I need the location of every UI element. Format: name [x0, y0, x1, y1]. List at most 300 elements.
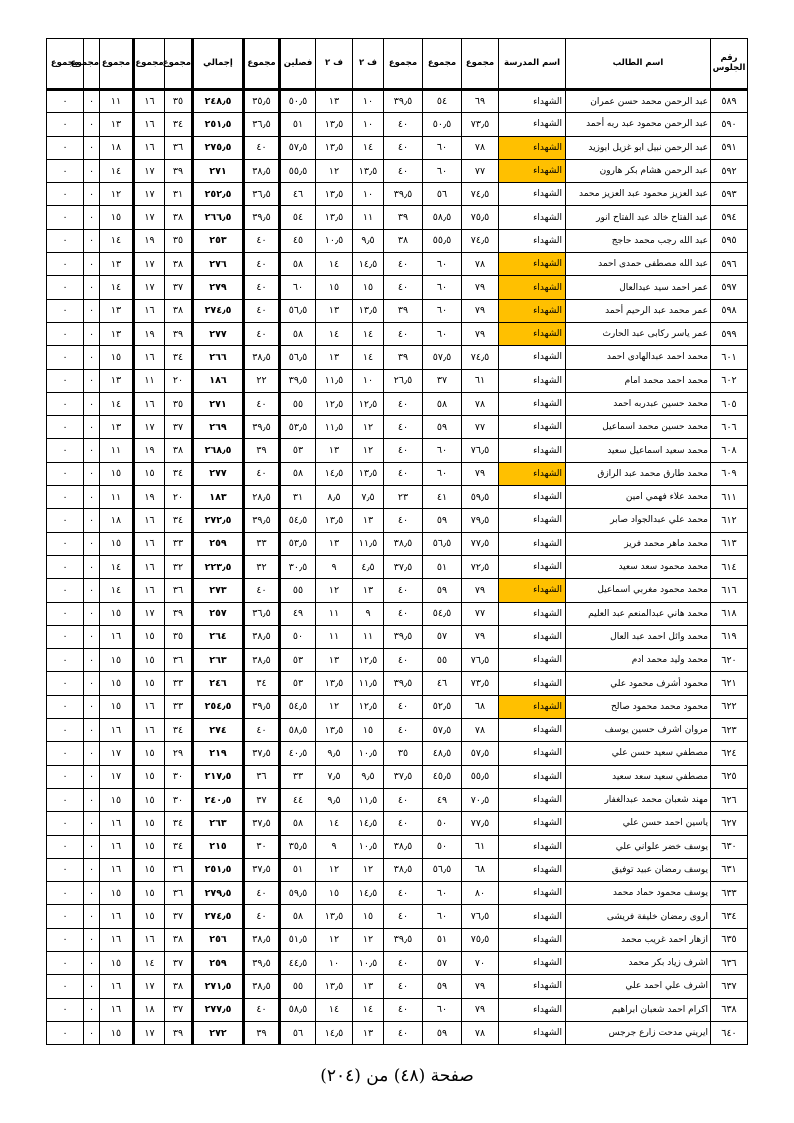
- score-cell-c1: ٦١: [462, 835, 499, 858]
- grand-total-cell: ٢٧٢٫٥: [193, 509, 244, 532]
- table-row: [47, 439, 748, 462]
- score-cell-c12: ٠: [84, 742, 100, 765]
- score-cell-c11: ١٣: [100, 253, 134, 276]
- score-cell-c13: ٠: [47, 672, 84, 695]
- score-cell-c10: ١١: [134, 369, 165, 392]
- seat-number-cell: ٦٢٧: [711, 812, 748, 835]
- score-cell-c6: ٥٣: [280, 649, 316, 672]
- score-cell-c10: ١٩: [134, 229, 165, 252]
- score-cell-c2: ٤٦: [423, 672, 462, 695]
- score-cell-c1: ٥٥٫٥: [462, 765, 499, 788]
- score-cell-c12: ٠: [84, 229, 100, 252]
- score-cell-c1: ٧٩٫٥: [462, 509, 499, 532]
- score-cell-c3: ٤٠: [384, 719, 423, 742]
- score-cell-c2: ٦٠: [423, 276, 462, 299]
- seat-number-cell: ٦٠٢: [711, 369, 748, 392]
- score-cell-c13: ٠: [47, 579, 84, 602]
- grand-total-cell: ٢٥٢٫٥: [193, 183, 244, 206]
- score-cell-c2: ٦٠: [423, 998, 462, 1021]
- score-cell-c11: ١١: [100, 486, 134, 509]
- score-cell-c9: ٣٦: [165, 649, 193, 672]
- score-cell-c2: ٥٩: [423, 579, 462, 602]
- score-cell-c4: ١١: [353, 206, 384, 229]
- score-cell-c4: ١٣: [353, 975, 384, 998]
- school-name-cell: الشهداء: [499, 765, 566, 788]
- score-cell-c7: ٤٠: [244, 882, 280, 905]
- grand-total-cell: ٢٧١: [193, 392, 244, 415]
- score-cell-c3: ٢٣: [384, 486, 423, 509]
- table-row: [47, 672, 748, 695]
- score-cell-c3: ٤٠: [384, 579, 423, 602]
- score-cell-c7: ٣٠: [244, 835, 280, 858]
- score-cell-c7: ٣٩٫٥: [244, 695, 280, 718]
- score-cell-c13: ٠: [47, 602, 84, 625]
- score-cell-c13: ٠: [47, 1021, 84, 1044]
- table-row: [47, 835, 748, 858]
- score-cell-c3: ٣٩٫٥: [384, 672, 423, 695]
- score-cell-c1: ٧٨: [462, 1021, 499, 1044]
- student-name-cell: عبد الرحمن محمد حسن عمران: [566, 90, 711, 113]
- table-row: [47, 765, 748, 788]
- school-name-cell: الشهداء: [499, 486, 566, 509]
- score-cell-c7: ٣٩٫٥: [244, 206, 280, 229]
- score-cell-c4: ١٤٫٥: [353, 812, 384, 835]
- score-cell-c1: ٧٨: [462, 719, 499, 742]
- score-cell-c12: ٠: [84, 649, 100, 672]
- score-cell-c3: ٤٠: [384, 951, 423, 974]
- score-cell-c6: ٥٣: [280, 672, 316, 695]
- grand-total-cell: ٢٦٣: [193, 649, 244, 672]
- score-cell-c1: ٧٧٫٥: [462, 812, 499, 835]
- score-cell-c5: ١٥: [316, 276, 353, 299]
- student-name-cell: محمود محمد محمود صالح: [566, 695, 711, 718]
- score-cell-c13: ٠: [47, 369, 84, 392]
- score-cell-c4: ١٥: [353, 905, 384, 928]
- score-cell-c4: ١٣: [353, 509, 384, 532]
- seat-number-cell: ٥٩٨: [711, 299, 748, 322]
- school-name-cell: الشهداء: [499, 602, 566, 625]
- seat-number-cell: ٦٣٥: [711, 928, 748, 951]
- score-cell-c4: ١٠: [353, 90, 384, 113]
- score-cell-c7: ٣٩: [244, 1021, 280, 1044]
- score-cell-c10: ١٦: [134, 555, 165, 578]
- score-cell-c2: ٥٦٫٥: [423, 858, 462, 881]
- score-cell-c10: ١٦: [134, 695, 165, 718]
- seat-number-cell: ٥٩٢: [711, 159, 748, 182]
- score-cell-c1: ٧٧٫٥: [462, 532, 499, 555]
- table-row: [47, 975, 748, 998]
- score-cell-c13: ٠: [47, 322, 84, 345]
- score-cell-c10: ١٥: [134, 835, 165, 858]
- score-cell-c1: ٥٧٫٥: [462, 742, 499, 765]
- score-cell-c5: ١١٫٥: [316, 416, 353, 439]
- score-cell-c3: ٣٨٫٥: [384, 858, 423, 881]
- student-name-cell: محمد احمد محمد امام: [566, 369, 711, 392]
- score-cell-c4: ١٢٫٥: [353, 649, 384, 672]
- seat-number-cell: ٥٩٣: [711, 183, 748, 206]
- score-cell-c10: ١٦: [134, 299, 165, 322]
- seat-number-cell: ٦٠٥: [711, 392, 748, 415]
- student-name-cell: اروى رمضان خليفة فريشى: [566, 905, 711, 928]
- score-cell-c5: ١٣٫٥: [316, 975, 353, 998]
- score-cell-c12: ٠: [84, 136, 100, 159]
- score-cell-c3: ٣٥: [384, 742, 423, 765]
- school-name-cell: الشهداء: [499, 719, 566, 742]
- table-row: [47, 882, 748, 905]
- score-cell-c2: ٤٥٫٥: [423, 765, 462, 788]
- grand-total-cell: ٢٥٧: [193, 602, 244, 625]
- score-cell-c1: ٧٠: [462, 951, 499, 974]
- score-cell-c1: ٧٩: [462, 579, 499, 602]
- score-cell-c12: ٠: [84, 672, 100, 695]
- score-cell-c10: ١٦: [134, 136, 165, 159]
- student-name-cell: محمد ماهر محمد فريز: [566, 532, 711, 555]
- score-cell-c10: ١٦: [134, 928, 165, 951]
- seat-number-cell: ٦٠٨: [711, 439, 748, 462]
- score-cell-c12: ٠: [84, 299, 100, 322]
- score-cell-c5: ١٣: [316, 649, 353, 672]
- table-row: [47, 1021, 748, 1044]
- score-cell-c6: ٥٧٫٥: [280, 136, 316, 159]
- score-cell-c13: ٠: [47, 90, 84, 113]
- score-cell-c7: ٤٠: [244, 276, 280, 299]
- score-cell-c12: ٠: [84, 1021, 100, 1044]
- score-cell-c6: ٤٠٫٥: [280, 742, 316, 765]
- score-cell-c6: ٤٥: [280, 229, 316, 252]
- score-cell-c9: ٢٠: [165, 369, 193, 392]
- score-cell-c1: ٧٩: [462, 975, 499, 998]
- score-cell-c6: ٤٦: [280, 183, 316, 206]
- score-cell-c6: ٥٦٫٥: [280, 346, 316, 369]
- score-cell-c10: ١٩: [134, 486, 165, 509]
- school-name-cell: الشهداء: [499, 532, 566, 555]
- score-cell-c13: ٠: [47, 882, 84, 905]
- score-cell-c13: ٠: [47, 532, 84, 555]
- score-cell-c7: ٣٣: [244, 532, 280, 555]
- score-cell-c4: ١٠٫٥: [353, 742, 384, 765]
- student-name-cell: عبد الرحمن نبيل ابو غزيل ابوزيد: [566, 136, 711, 159]
- score-cell-c13: ٠: [47, 509, 84, 532]
- score-cell-c2: ٥٠: [423, 812, 462, 835]
- score-cell-c9: ٣٤: [165, 113, 193, 136]
- score-cell-c13: ٠: [47, 788, 84, 811]
- score-cell-c12: ٠: [84, 276, 100, 299]
- score-cell-c9: ٣٦: [165, 882, 193, 905]
- score-cell-c12: ٠: [84, 951, 100, 974]
- score-cell-c4: ١٠٫٥: [353, 835, 384, 858]
- score-cell-c6: ٥٨: [280, 322, 316, 345]
- score-cell-c4: ١٢٫٥: [353, 392, 384, 415]
- score-cell-c11: ١٢: [100, 183, 134, 206]
- score-cell-c12: ٠: [84, 159, 100, 182]
- score-cell-c7: ٤٠: [244, 253, 280, 276]
- score-cell-c3: ٤٠: [384, 276, 423, 299]
- score-cell-c4: ١٣: [353, 579, 384, 602]
- student-name-cell: يوسف خضر علواني علي: [566, 835, 711, 858]
- score-cell-c2: ٣٧: [423, 369, 462, 392]
- score-cell-c4: ١٠: [353, 113, 384, 136]
- student-name-cell: ازهار احمد غريب محمد: [566, 928, 711, 951]
- score-cell-c12: ٠: [84, 765, 100, 788]
- score-cell-c9: ٣٤: [165, 719, 193, 742]
- score-cell-c12: ٠: [84, 183, 100, 206]
- score-cell-c12: ٠: [84, 555, 100, 578]
- score-cell-c7: ٤٠: [244, 229, 280, 252]
- score-cell-c13: ٠: [47, 392, 84, 415]
- score-cell-c10: ١٩: [134, 439, 165, 462]
- grand-total-cell: ٢٤٠٫٥: [193, 788, 244, 811]
- table-row: [47, 229, 748, 252]
- score-cell-c12: ٠: [84, 695, 100, 718]
- score-cell-c12: ٠: [84, 835, 100, 858]
- score-cell-c11: ١٦: [100, 719, 134, 742]
- school-name-cell: الشهداء: [499, 788, 566, 811]
- score-cell-c9: ٢٠: [165, 486, 193, 509]
- score-cell-c2: ٦٠: [423, 462, 462, 485]
- score-cell-c4: ١٤٫٥: [353, 253, 384, 276]
- table-row: [47, 159, 748, 182]
- score-cell-c5: ١٢: [316, 579, 353, 602]
- score-cell-c2: ٥٦٫٥: [423, 532, 462, 555]
- score-cell-c7: ٣٩٫٥: [244, 416, 280, 439]
- score-cell-c5: ١٤: [316, 322, 353, 345]
- score-cell-c10: ١٧: [134, 206, 165, 229]
- score-cell-c7: ٤٠: [244, 998, 280, 1021]
- score-cell-c6: ٥٦٫٥: [280, 299, 316, 322]
- score-cell-c1: ٧٣٫٥: [462, 113, 499, 136]
- score-cell-c7: ٣٨٫٥: [244, 159, 280, 182]
- score-cell-c5: ١٣٫٥: [316, 136, 353, 159]
- score-cell-c6: ٥٠: [280, 625, 316, 648]
- grand-total-cell: ٢٦٦: [193, 346, 244, 369]
- score-cell-c9: ٣٥: [165, 392, 193, 415]
- score-cell-c12: ٠: [84, 928, 100, 951]
- grand-total-cell: ٢٧٤: [193, 719, 244, 742]
- score-cell-c4: ١١٫٥: [353, 532, 384, 555]
- score-cell-c4: ٤٫٥: [353, 555, 384, 578]
- score-cell-c1: ٧٩: [462, 998, 499, 1021]
- table-row: [47, 928, 748, 951]
- score-cell-c10: ١٥: [134, 812, 165, 835]
- grand-total-cell: ٢٧٧٫٥: [193, 998, 244, 1021]
- score-cell-c2: ٤٨٫٥: [423, 742, 462, 765]
- score-cell-c3: ٣٩: [384, 299, 423, 322]
- column-header-c6: فصلين: [280, 39, 316, 90]
- grand-total-cell: ٢٦٣: [193, 812, 244, 835]
- score-cell-c11: ١٥: [100, 695, 134, 718]
- score-cell-c12: ٠: [84, 346, 100, 369]
- score-cell-c7: ٣٤: [244, 672, 280, 695]
- seat-number-cell: ٦٣٦: [711, 951, 748, 974]
- score-cell-c6: ٥١: [280, 858, 316, 881]
- score-cell-c6: ٥١٫٥: [280, 928, 316, 951]
- school-name-cell: الشهداء: [499, 555, 566, 578]
- score-cell-c7: ٣٧٫٥: [244, 742, 280, 765]
- student-name-cell: مهند شعبان محمد عبدالغفار: [566, 788, 711, 811]
- score-cell-c5: ١٢: [316, 858, 353, 881]
- student-name-cell: محمد حسين محمد اسماعيل: [566, 416, 711, 439]
- score-cell-c5: ١١: [316, 625, 353, 648]
- school-name-cell: الشهداء: [499, 136, 566, 159]
- score-cell-c13: ٠: [47, 928, 84, 951]
- score-cell-c11: ١٤: [100, 159, 134, 182]
- student-name-cell: محمد علي عبدالجواد صابر: [566, 509, 711, 532]
- score-cell-c11: ١٦: [100, 998, 134, 1021]
- grand-total-cell: ٢٥٤٫٥: [193, 695, 244, 718]
- score-cell-c9: ٣٠: [165, 788, 193, 811]
- score-cell-c3: ٣٧٫٥: [384, 555, 423, 578]
- seat-number-cell: ٦٢٢: [711, 695, 748, 718]
- score-cell-c13: ٠: [47, 905, 84, 928]
- score-cell-c9: ٣٨: [165, 206, 193, 229]
- score-cell-c7: ٤٠: [244, 322, 280, 345]
- score-cell-c1: ٧٩: [462, 276, 499, 299]
- score-cell-c5: ١٣٫٥: [316, 719, 353, 742]
- score-cell-c7: ٣٨٫٥: [244, 625, 280, 648]
- score-cell-c3: ٣٩٫٥: [384, 90, 423, 113]
- score-cell-c10: ١٦: [134, 90, 165, 113]
- score-cell-c10: ١٧: [134, 1021, 165, 1044]
- score-cell-c10: ١٧: [134, 159, 165, 182]
- student-name-cell: عبد الله رجب محمد حاجج: [566, 229, 711, 252]
- table-row: [47, 392, 748, 415]
- score-cell-c13: ٠: [47, 835, 84, 858]
- score-cell-c4: ١٤٫٥: [353, 882, 384, 905]
- score-cell-c11: ١٣: [100, 113, 134, 136]
- score-cell-c12: ٠: [84, 322, 100, 345]
- score-cell-c13: ٠: [47, 276, 84, 299]
- score-cell-c12: ٠: [84, 882, 100, 905]
- score-cell-c5: ٩٫٥: [316, 742, 353, 765]
- score-cell-c9: ٣٥: [165, 625, 193, 648]
- score-cell-c11: ١٤: [100, 229, 134, 252]
- score-cell-c5: ١٤٫٥: [316, 1021, 353, 1044]
- school-name-cell: الشهداء: [499, 625, 566, 648]
- column-header-c1: مجموع: [462, 39, 499, 90]
- seat-number-cell: ٥٩٥: [711, 229, 748, 252]
- score-cell-c13: ٠: [47, 416, 84, 439]
- score-cell-c7: ٤٠: [244, 136, 280, 159]
- score-cell-c7: ٤٠: [244, 462, 280, 485]
- score-cell-c6: ٥٨: [280, 462, 316, 485]
- score-cell-c9: ٣٨: [165, 299, 193, 322]
- score-cell-c13: ٠: [47, 998, 84, 1021]
- score-cell-c5: ٩: [316, 555, 353, 578]
- grand-total-cell: ٢٧٢: [193, 1021, 244, 1044]
- score-cell-c4: ٩٫٥: [353, 765, 384, 788]
- score-cell-c2: ٥٩: [423, 416, 462, 439]
- column-header-c7: مجموع: [244, 39, 280, 90]
- score-cell-c1: ٧٢٫٥: [462, 555, 499, 578]
- score-cell-c11: ١٥: [100, 532, 134, 555]
- score-cell-c1: ٧٤٫٥: [462, 183, 499, 206]
- score-cell-c2: ٦٠: [423, 159, 462, 182]
- score-cell-c6: ٥٣٫٥: [280, 532, 316, 555]
- grand-total-cell: ٢٧٥٫٥: [193, 136, 244, 159]
- score-cell-c10: ١٧: [134, 602, 165, 625]
- score-cell-c1: ٥٩٫٥: [462, 486, 499, 509]
- score-cell-c6: ٥٣٫٥: [280, 416, 316, 439]
- table-row: [47, 369, 748, 392]
- column-header-seat: رقم الجلوس: [711, 39, 748, 90]
- score-cell-c12: ٠: [84, 858, 100, 881]
- score-cell-c3: ٤٠: [384, 322, 423, 345]
- table-row: [47, 253, 748, 276]
- score-cell-c5: ١٤٫٥: [316, 462, 353, 485]
- score-cell-c6: ٥٤٫٥: [280, 695, 316, 718]
- score-cell-c10: ١٦: [134, 392, 165, 415]
- score-cell-c6: ٥١: [280, 113, 316, 136]
- score-cell-c1: ٧٥٫٥: [462, 206, 499, 229]
- score-cell-c5: ٩٫٥: [316, 788, 353, 811]
- score-cell-c6: ٥٩٫٥: [280, 882, 316, 905]
- grand-total-cell: ٢٦٤: [193, 625, 244, 648]
- score-cell-c4: ١٢: [353, 858, 384, 881]
- score-cell-c3: ٤٠: [384, 509, 423, 532]
- score-cell-c9: ٣٠: [165, 765, 193, 788]
- seat-number-cell: ٦٠٦: [711, 416, 748, 439]
- score-cell-c4: ٩: [353, 602, 384, 625]
- score-cell-c7: ٣٧٫٥: [244, 812, 280, 835]
- score-cell-c6: ٣٩٫٥: [280, 369, 316, 392]
- table-row: [47, 555, 748, 578]
- seat-number-cell: ٦٢٠: [711, 649, 748, 672]
- score-cell-c9: ٣٤: [165, 509, 193, 532]
- student-name-cell: محمد طارق محمد عبد الرازق: [566, 462, 711, 485]
- score-cell-c3: ٤٠: [384, 905, 423, 928]
- seat-number-cell: ٦٢٦: [711, 788, 748, 811]
- grand-total-cell: ٢٤٦: [193, 672, 244, 695]
- seat-number-cell: ٦٣٧: [711, 975, 748, 998]
- score-cell-c10: ١٥: [134, 649, 165, 672]
- score-cell-c5: ١٣٫٥: [316, 672, 353, 695]
- score-cell-c11: ١٥: [100, 346, 134, 369]
- score-cell-c2: ٥١: [423, 555, 462, 578]
- score-cell-c6: ٥٨٫٥: [280, 998, 316, 1021]
- score-cell-c10: ١٦: [134, 113, 165, 136]
- score-cell-c5: ١٣٫٥: [316, 509, 353, 532]
- score-cell-c3: ٢٦٫٥: [384, 369, 423, 392]
- grand-total-cell: ٢٢٣٫٥: [193, 555, 244, 578]
- score-cell-c4: ١٣٫٥: [353, 299, 384, 322]
- score-cell-c13: ٠: [47, 975, 84, 998]
- seat-number-cell: ٦١٩: [711, 625, 748, 648]
- score-cell-c6: ٥٥: [280, 579, 316, 602]
- score-cell-c9: ٣٨: [165, 439, 193, 462]
- score-cell-c10: ١٥: [134, 672, 165, 695]
- score-cell-c4: ١٣٫٥: [353, 462, 384, 485]
- score-cell-c7: ٣٢: [244, 555, 280, 578]
- score-cell-c6: ٥٨: [280, 812, 316, 835]
- score-cell-c2: ٥٧٫٥: [423, 346, 462, 369]
- school-name-cell: الشهداء: [499, 90, 566, 113]
- student-name-cell: محمد محمود مغربي اسماعيل: [566, 579, 711, 602]
- student-name-cell: محمد محمود سعد سعيد: [566, 555, 711, 578]
- score-cell-c13: ٠: [47, 742, 84, 765]
- school-name-cell: الشهداء: [499, 858, 566, 881]
- table-row: [47, 695, 748, 718]
- score-cell-c12: ٠: [84, 998, 100, 1021]
- score-cell-c10: ١٦: [134, 509, 165, 532]
- table-row: [47, 299, 748, 322]
- score-cell-c5: ١٢: [316, 159, 353, 182]
- score-cell-c3: ٣٧٫٥: [384, 765, 423, 788]
- seat-number-cell: ٦٣٣: [711, 882, 748, 905]
- page-footer: صفحة (٤٨) من (٢٠٤): [320, 1066, 474, 1086]
- score-cell-c5: ٩: [316, 835, 353, 858]
- score-cell-c3: ٣٩٫٥: [384, 928, 423, 951]
- score-cell-c1: ٧٩: [462, 322, 499, 345]
